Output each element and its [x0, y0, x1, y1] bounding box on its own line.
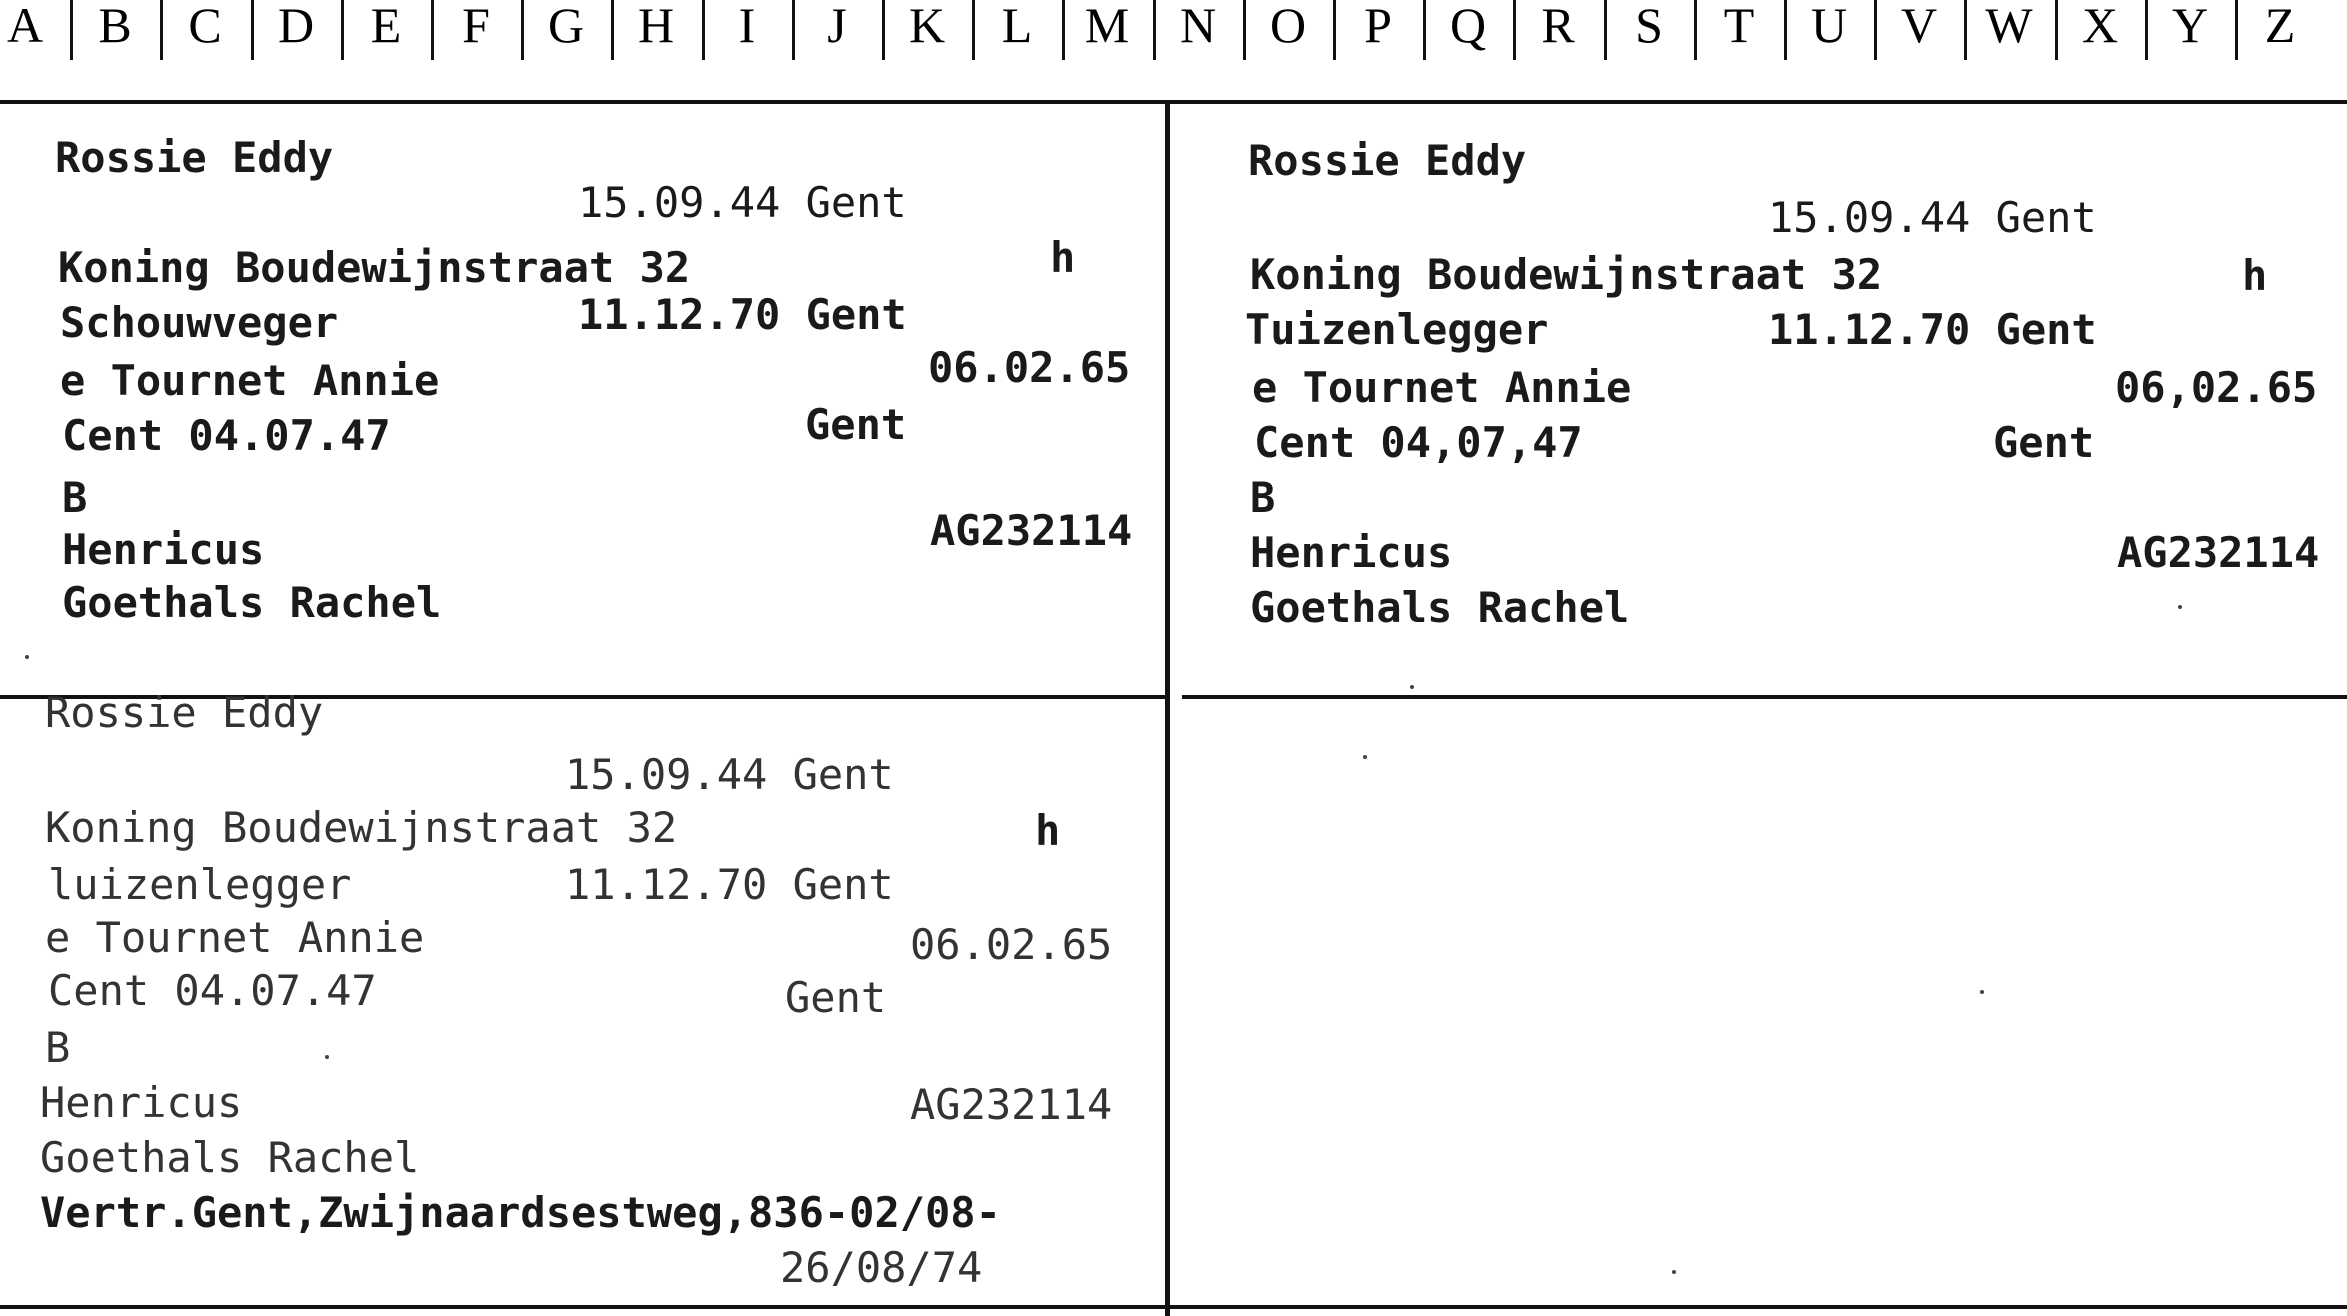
alphabet-separator: [1243, 0, 1246, 60]
card-name: Rossie Eddy: [1248, 136, 1527, 185]
alphabet-letter-c: C: [188, 0, 222, 53]
alphabet-separator: [431, 0, 434, 60]
alphabet-separator: [2235, 0, 2238, 60]
card-mother: Goethals Rachel: [62, 578, 442, 627]
alphabet-letter-k: K: [908, 0, 946, 53]
card-spouse-place: Gent: [785, 973, 887, 1022]
card-departure: Vertr.Gent,Zwijnaardsestweg,836-02/08-: [40, 1188, 1001, 1237]
scan-speck: [1980, 990, 1984, 994]
alphabet-separator: [341, 0, 344, 60]
card-mother: Goethals Rachel: [40, 1133, 420, 1182]
card-spouse: e Tournet Annie: [60, 356, 440, 405]
alphabet-letter-q: Q: [1449, 0, 1487, 53]
alphabet-separator: [70, 0, 73, 60]
alphabet-separator: [1784, 0, 1787, 60]
card-birth: 15.09.44 Gent: [565, 750, 894, 799]
alphabet-letter-z: Z: [2264, 0, 2296, 53]
alphabet-letter-v: V: [1900, 0, 1938, 53]
alphabet-separator: [2055, 0, 2058, 60]
alphabet-letter-d: D: [277, 0, 315, 53]
alphabet-index-ruler: [0, 0, 2347, 56]
alphabet-letter-f: F: [462, 0, 490, 53]
alphabet-separator: [1874, 0, 1877, 60]
scan-speck: [1363, 755, 1367, 759]
alphabet-separator: [1513, 0, 1516, 60]
card-father: Henricus: [62, 525, 265, 574]
card-occupation-date: 11.12.70 Gent: [578, 290, 907, 339]
alphabet-letter-a: A: [6, 0, 44, 53]
alphabet-letter-p: P: [1364, 0, 1392, 53]
card-occupation: Schouwveger: [60, 298, 339, 347]
alphabet-letter-w: W: [1985, 0, 2033, 53]
alphabet-separator: [1964, 0, 1967, 60]
alphabet-separator: [611, 0, 614, 60]
card-spouse-place: Gent: [1993, 418, 2095, 467]
card-name: Rossie Eddy: [45, 688, 324, 737]
card-occupation: luizenlegger: [48, 860, 352, 909]
card-father: Henricus: [1250, 528, 1453, 577]
card-mother: Goethals Rachel: [1250, 583, 1630, 632]
card-id-number: AG232114: [930, 506, 1133, 555]
card-departure-date: 26/08/74: [780, 1243, 983, 1292]
card-spouse-birth: Cent 04.07.47: [62, 411, 391, 460]
card-spouse-place: Gent: [805, 400, 907, 449]
alphabet-letter-n: N: [1179, 0, 1217, 53]
card-code: B: [1250, 473, 1276, 522]
alphabet-letter-m: M: [1084, 0, 1130, 53]
alphabet-letter-g: G: [547, 0, 585, 53]
ruler-bottom-divider: [0, 100, 2347, 104]
card-father: Henricus: [40, 1078, 243, 1127]
alphabet-letter-l: L: [1001, 0, 1033, 53]
alphabet-separator: [792, 0, 795, 60]
card-code: B: [62, 473, 88, 522]
alphabet-separator: [1423, 0, 1426, 60]
card-spouse: e Tournet Annie: [45, 913, 425, 962]
card-birth: 15.09.44 Gent: [1768, 193, 2097, 242]
card-birth: 15.09.44 Gent: [578, 178, 907, 227]
alphabet-separator: [1333, 0, 1336, 60]
alphabet-separator: [1153, 0, 1156, 60]
alphabet-separator: [521, 0, 524, 60]
top-right-card-bottom-line: [1182, 695, 2347, 699]
alphabet-letter-o: O: [1269, 0, 1307, 53]
alphabet-separator: [1062, 0, 1065, 60]
card-id-number: AG232114: [910, 1080, 1113, 1129]
card-status: h: [2242, 251, 2268, 300]
alphabet-separator: [160, 0, 163, 60]
alphabet-separator: [1694, 0, 1697, 60]
scan-speck: [2178, 605, 2182, 609]
alphabet-separator: [972, 0, 975, 60]
card-spouse-birth: Cent 04.07.47: [48, 966, 377, 1015]
alphabet-separator: [702, 0, 705, 60]
alphabet-separator: [251, 0, 254, 60]
card-marriage-date: 06.02.65: [928, 343, 1131, 392]
card-name: Rossie Eddy: [55, 133, 334, 182]
alphabet-letter-x: X: [2081, 0, 2119, 53]
alphabet-letter-y: Y: [2171, 0, 2209, 53]
alphabet-letter-e: E: [370, 0, 402, 53]
card-status: h: [1050, 233, 1076, 282]
card-occupation: Tuizenlegger: [1245, 305, 1549, 354]
card-spouse: e Tournet Annie: [1252, 363, 1632, 412]
alphabet-separator: [2145, 0, 2148, 60]
alphabet-letter-t: T: [1723, 0, 1755, 53]
alphabet-separator: [882, 0, 885, 60]
card-address: Koning Boudewijnstraat 32: [45, 803, 678, 852]
card-status: h: [1035, 806, 1061, 855]
alphabet-letter-i: I: [738, 0, 756, 53]
alphabet-separator: [1604, 0, 1607, 60]
card-id-number: AG232114: [2117, 528, 2320, 577]
alphabet-letter-u: U: [1810, 0, 1848, 53]
scan-speck: [25, 655, 29, 659]
card-spouse-birth: Cent 04,07,47: [1254, 418, 1583, 467]
card-marriage-date: 06.02.65: [910, 920, 1113, 969]
alphabet-letter-j: J: [827, 0, 847, 53]
alphabet-letter-h: H: [637, 0, 675, 53]
center-vertical-divider: [1165, 100, 1170, 1316]
bottom-cards-bottom-line: [0, 1305, 2347, 1309]
alphabet-letter-b: B: [98, 0, 132, 53]
scan-speck: [325, 1055, 329, 1059]
alphabet-letter-r: R: [1541, 0, 1575, 53]
card-address: Koning Boudewijnstraat 32: [1250, 250, 1883, 299]
card-occupation-date: 11.12.70 Gent: [565, 860, 894, 909]
card-marriage-date: 06,02.65: [2115, 363, 2318, 412]
card-address: Koning Boudewijnstraat 32: [58, 243, 691, 292]
card-occupation-date: 11.12.70 Gent: [1768, 305, 2097, 354]
scan-speck: [1672, 1270, 1676, 1274]
alphabet-letter-s: S: [1635, 0, 1663, 53]
scan-speck: [1410, 685, 1414, 689]
card-code: B: [45, 1023, 71, 1072]
